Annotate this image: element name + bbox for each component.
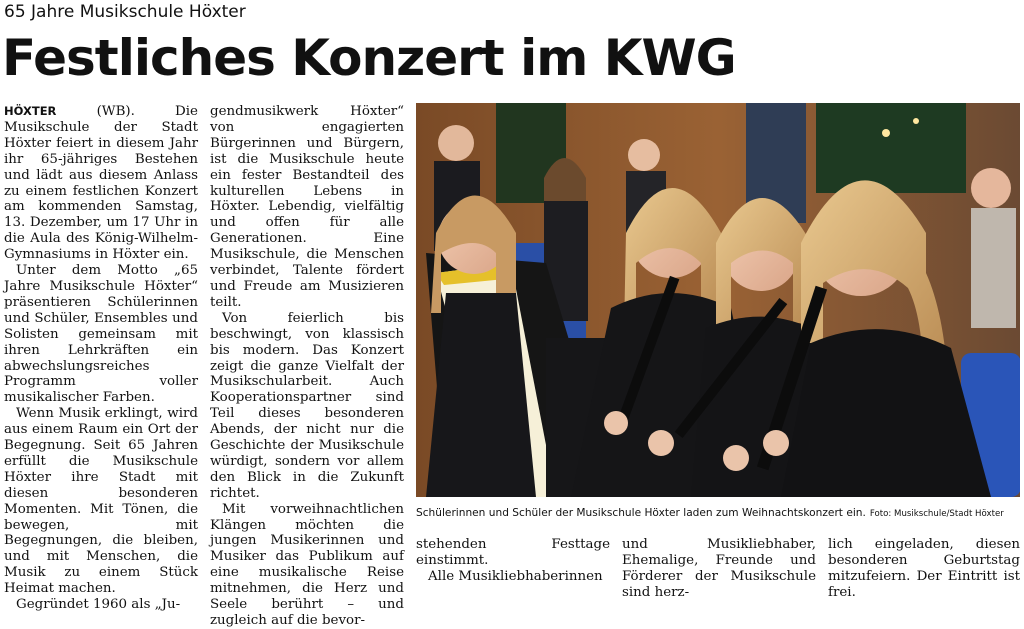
paragraph: Von feierlich bis beschwingt, von klassisch bis modern. Das Konzert zeigt die ganze Vielfalt der Musikschularbeit. Auch Kooperationspartner sind Teil dieses besonderen Abends, der nicht nur die Geschichte der Musikschule würdigt, sondern vor allem den Blick in die Zukunft richtet. <box>210 310 404 501</box>
text-column-3 <box>416 537 610 585</box>
paragraph-text: (WB). Die Musikschule der Stadt Höxter feiert in diesem Jahr ihr 65-jähriges Bestehen und lädt aus diesem Anlass zu einem festlichen Konzert am kommenden Samstag, 13. Dezember, um 17 Uhr in die Aula des König-Wilhelm-Gymnasiums in Höxter ein. <box>4 104 198 263</box>
article-headline: Festliches Konzert im KWG <box>2 29 736 87</box>
paragraph: Mit vorweihnachtlichen Klängen möchten die jungen Musikerinnen und Musiker das Publikum auf eine musikalische Reise mitnehmen, die Herz und Seele berührt – und zugleich auf die bevor- <box>210 501 404 628</box>
paragraph: lich eingeladen, diesen besonderen Geburtstag mitzufeiern. Der Eintritt ist frei. <box>828 537 1020 600</box>
article-kicker: 65 Jahre Musikschule Höxter <box>4 2 246 22</box>
paragraph: stehenden Festtage einstimmt. <box>416 537 610 568</box>
caption-text: Schülerinnen und Schüler der Musikschule Höxter laden zum Weihnachtskonzert ein. <box>416 507 866 519</box>
dateline: HÖXTER <box>4 104 57 118</box>
paragraph <box>4 104 198 263</box>
paragraph: Alle Musikliebhaberinnen <box>428 568 603 584</box>
paragraph: Gegründet 1960 als „Ju- <box>16 597 181 613</box>
paragraph: Wenn Musik erklingt, wird aus einem Raum ein Ort der Begegnung. Seit 65 Jahren erfüllt die Musikschule Höxter ihre Stadt mit diesen besonderen Momenten. Mit Tönen, die bewegen, mit Begegnungen, die bleiben, und mit Menschen, die Musik zu einem Stück Heimat machen. <box>4 406 198 597</box>
text-column-2 <box>210 104 404 629</box>
text-column-1 <box>4 104 198 613</box>
photo-caption <box>416 507 1022 519</box>
paragraph: gendmusikwerk Höxter“ von engagierten Bürgerinnen und Bürgern, ist die Musikschule heute ein fester Bestandteil des kulturellen Lebens in Höxter. Lebendig, vielfältig und offen für alle Generationen. Eine Musikschule, die Menschen verbindet, Talente fördert und Freude am Musizieren teilt. <box>210 104 404 310</box>
concert-photo <box>416 103 1020 497</box>
text-column-5 <box>828 537 1020 601</box>
photo-illustration <box>416 103 1020 497</box>
photo-credit: Foto: Musikschule/Stadt Höxter <box>869 509 1004 519</box>
paragraph: Unter dem Motto „65 Jahre Musikschule Höxter“ präsentieren Schülerinnen und Schüler, Ensembles und Solisten gemeinsam mit ihren Lehrkräften ein abwechslungsreiches Programm voller musikalischer Farben. <box>4 263 198 406</box>
paragraph: und Musikliebhaber, Ehemalige, Freunde und Förderer der Musikschule sind herz- <box>622 537 816 600</box>
text-column-4 <box>622 537 816 601</box>
